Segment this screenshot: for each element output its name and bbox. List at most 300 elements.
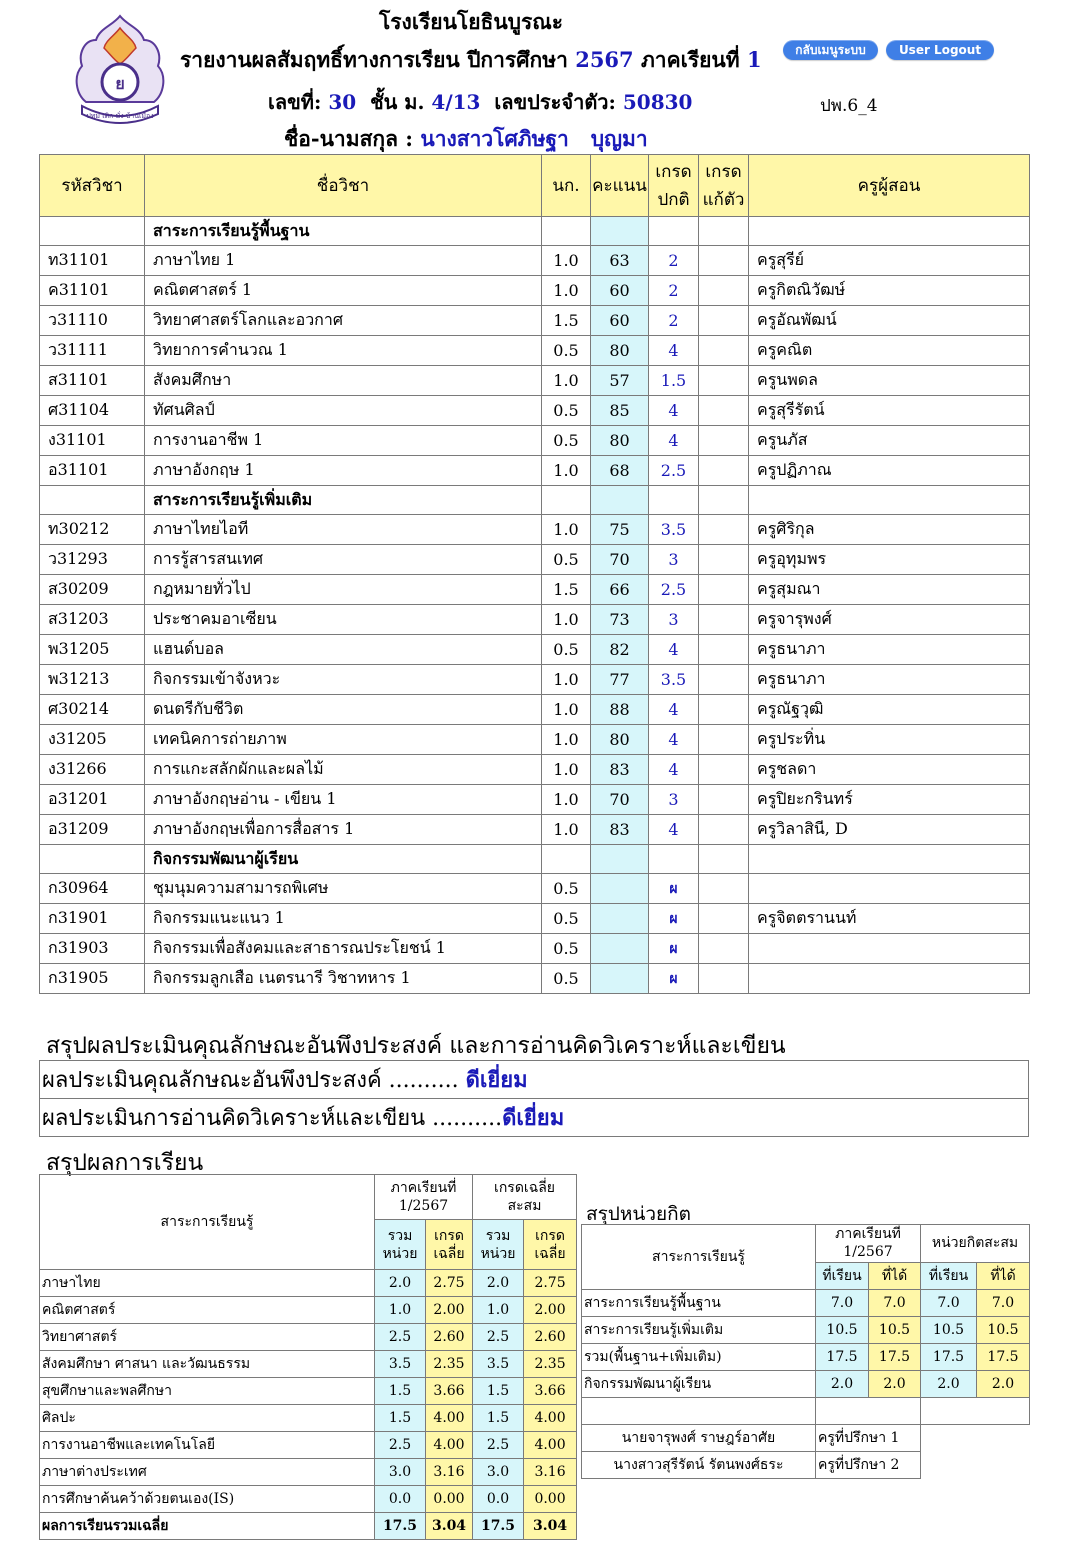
subject-score: 88	[591, 695, 649, 725]
subject-teacher: ครูประทิ่น	[749, 725, 1030, 755]
summary-term-units: 2.0	[375, 1270, 426, 1297]
subject-name: ทัศนศิลป์	[145, 396, 542, 426]
subject-teacher: ครูสุรีรัตน์	[749, 396, 1030, 426]
units-term-study: 17.5	[816, 1344, 869, 1371]
subject-score: 77	[591, 665, 649, 695]
subject-score: 83	[591, 755, 649, 785]
summary-cum-units: 1.5	[473, 1378, 524, 1405]
summary-cum-units: 2.0	[473, 1270, 524, 1297]
subject-teacher: ครูธนาภา	[749, 635, 1030, 665]
summary-row	[40, 1351, 577, 1378]
subject-teacher: ครูคณิต	[749, 336, 1030, 366]
subject-row	[40, 815, 1030, 845]
summary-row	[40, 1405, 577, 1432]
subject-score: 60	[591, 276, 649, 306]
subject-credit: 0.5	[542, 874, 591, 904]
summary-term-gpa: 4.00	[426, 1405, 473, 1432]
subject-row	[40, 755, 1030, 785]
units-col-cumulative: หน่วยกิตสะสม	[921, 1225, 1030, 1263]
subject-grade: 2	[649, 276, 699, 306]
subject-name: การแกะสลักผักและผลไม้	[145, 755, 542, 785]
subject-row	[40, 575, 1030, 605]
units-subject: กิจกรรมพัฒนาผู้เรียน	[582, 1371, 816, 1398]
subject-score: 83	[591, 815, 649, 845]
subject-credit: 1.5	[542, 306, 591, 336]
subject-score: 82	[591, 635, 649, 665]
subject-name: ภาษาอังกฤษอ่าน - เขียน 1	[145, 785, 542, 815]
subject-row	[40, 306, 1030, 336]
subject-grade: 3	[649, 785, 699, 815]
subject-score: 70	[591, 545, 649, 575]
subject-credit: 0.5	[542, 426, 591, 456]
summary-subject: ภาษาต่างประเทศ	[40, 1459, 375, 1486]
summary-cum-units: 1.5	[473, 1405, 524, 1432]
subject-grade: 4	[649, 635, 699, 665]
subject-teacher: ครูณัฐวุฒิ	[749, 695, 1030, 725]
subject-row	[40, 456, 1030, 486]
subject-grade: 2	[649, 246, 699, 276]
subject-regrade	[699, 366, 749, 396]
subject-regrade	[699, 964, 749, 994]
summary-cum-gpa: 2.35	[524, 1351, 577, 1378]
subject-code: อ31101	[40, 456, 145, 486]
student-id-label: เลขประจำตัว:	[494, 90, 616, 114]
subject-credit: 1.0	[542, 605, 591, 635]
summary-term-gpa: 4.00	[426, 1432, 473, 1459]
summary-subject: ผลการเรียนรวมเฉลี่ย	[40, 1513, 375, 1540]
subject-credit: 1.0	[542, 695, 591, 725]
subject-teacher: ครูศิริกุล	[749, 515, 1030, 545]
subject-code: ว31293	[40, 545, 145, 575]
subject-grade: 4	[649, 755, 699, 785]
subject-row	[40, 635, 1030, 665]
subject-code: ก31903	[40, 934, 145, 964]
subject-code: ว31110	[40, 306, 145, 336]
subject-credit: 1.0	[542, 755, 591, 785]
student-class: 4/13	[431, 90, 481, 114]
subject-name: กิจกรรมเพื่อสังคมและสาธารณประโยชน์ 1	[145, 934, 542, 964]
units-subject: สาระการเรียนรู้พื้นฐาน	[582, 1290, 816, 1317]
subject-group-title: กิจกรรมพัฒนาผู้เรียน	[145, 845, 542, 874]
subject-code: ค31101	[40, 276, 145, 306]
units-cum-earned: 10.5	[977, 1317, 1030, 1344]
subject-score: 63	[591, 246, 649, 276]
back-to-menu-button[interactable]: กลับเมนูระบบ	[783, 40, 878, 60]
subject-regrade	[699, 874, 749, 904]
subject-credit: 0.5	[542, 964, 591, 994]
advisor-role: ครูที่ปรึกษา 1	[816, 1425, 921, 1452]
school-logo	[70, 14, 170, 126]
summary-cum-units: 3.5	[473, 1351, 524, 1378]
summary-col-term: ภาคเรียนที่ 1/2567	[375, 1175, 473, 1220]
subject-score	[591, 964, 649, 994]
subject-regrade	[699, 725, 749, 755]
subject-teacher: ครูธนาภา	[749, 665, 1030, 695]
subject-row	[40, 545, 1030, 575]
student-name-line	[284, 123, 648, 156]
units-row	[582, 1371, 1030, 1398]
subject-teacher: ครูวิลาสินี, D	[749, 815, 1030, 845]
units-col-subject: สาระการเรียนรู้	[582, 1225, 816, 1290]
term-label: ภาคเรียนที่	[640, 47, 740, 72]
subject-code: ก30964	[40, 874, 145, 904]
subject-credit: 1.0	[542, 665, 591, 695]
summary-term-gpa: 2.60	[426, 1324, 473, 1351]
subject-credit: 1.0	[542, 785, 591, 815]
subject-name: ประชาคมอาเซียน	[145, 605, 542, 635]
subject-regrade	[699, 934, 749, 964]
subject-score: 75	[591, 515, 649, 545]
subject-score: 80	[591, 725, 649, 755]
subject-score: 80	[591, 336, 649, 366]
subject-grade: 4	[649, 426, 699, 456]
subject-teacher: ครูจิตตรานนท์	[749, 904, 1030, 934]
summary-cum-units: 0.0	[473, 1486, 524, 1513]
summary-cum-gpa: 3.04	[524, 1513, 577, 1540]
units-term-earned: 17.5	[869, 1344, 921, 1371]
subject-score: 85	[591, 396, 649, 426]
evaluation-label: ผลประเมินคุณลักษณะอันพึงประสงค์ ..........	[42, 1068, 466, 1093]
summary-term-units: 3.0	[375, 1459, 426, 1486]
term-value: 1	[746, 47, 762, 72]
subject-teacher: ครูชลดา	[749, 755, 1030, 785]
subject-credit: 0.5	[542, 635, 591, 665]
advisor-role: ครูที่ปรึกษา 2	[816, 1452, 921, 1479]
subject-grade: 4	[649, 815, 699, 845]
subject-row	[40, 515, 1030, 545]
summary-col-subject: สาระการเรียนรู้	[40, 1175, 375, 1270]
subject-grade: 1.5	[649, 366, 699, 396]
subject-name: คณิตศาสตร์ 1	[145, 276, 542, 306]
subject-credit: 0.5	[542, 545, 591, 575]
subject-regrade	[699, 545, 749, 575]
subject-grade: 3	[649, 605, 699, 635]
subject-row	[40, 605, 1030, 635]
units-table	[581, 1224, 1030, 1479]
student-no: 30	[328, 90, 357, 114]
subject-row	[40, 396, 1030, 426]
summary-row	[40, 1270, 577, 1297]
subject-regrade	[699, 456, 749, 486]
student-name-label: ชื่อ-นามสกุล :	[284, 126, 414, 151]
subject-code: ว31111	[40, 336, 145, 366]
summary-term-units: 17.5	[375, 1513, 426, 1540]
summary-cum-gpa: 2.00	[524, 1297, 577, 1324]
subject-score	[591, 934, 649, 964]
units-col-earned: ที่ได้	[869, 1262, 921, 1289]
subject-regrade	[699, 665, 749, 695]
summary-row	[40, 1324, 577, 1351]
subject-grade: 4	[649, 695, 699, 725]
subject-code: ก31901	[40, 904, 145, 934]
subject-regrade	[699, 904, 749, 934]
subject-score: 80	[591, 426, 649, 456]
units-cum-study: 7.0	[921, 1290, 977, 1317]
subject-regrade	[699, 635, 749, 665]
units-term-study: 2.0	[816, 1371, 869, 1398]
units-subject: สาระการเรียนรู้เพิ่มเติม	[582, 1317, 816, 1344]
form-code: ปพ.6_4	[820, 96, 878, 116]
subject-credit: 0.5	[542, 904, 591, 934]
summary-col-units: รวม หน่วย	[375, 1220, 426, 1270]
subject-credit: 1.0	[542, 366, 591, 396]
subject-group-row	[40, 486, 1030, 515]
subject-name: กฎหมายทั่วไป	[145, 575, 542, 605]
subject-row	[40, 785, 1030, 815]
subject-teacher	[749, 934, 1030, 964]
units-cum-earned: 17.5	[977, 1344, 1030, 1371]
summary-term-units: 2.5	[375, 1432, 426, 1459]
subject-teacher: ครูจารุพงศ์	[749, 605, 1030, 635]
subject-grade: 2.5	[649, 575, 699, 605]
subject-grade: 4	[649, 396, 699, 426]
summary-col-gpa: เกรด เฉลี่ย	[524, 1220, 577, 1270]
student-info-line	[268, 86, 692, 118]
subject-group-title: สาระการเรียนรู้เพิ่มเติม	[145, 486, 542, 515]
subject-credit: 1.0	[542, 515, 591, 545]
subject-regrade	[699, 785, 749, 815]
subject-teacher: ครูนพดล	[749, 366, 1030, 396]
summary-term-gpa: 3.66	[426, 1378, 473, 1405]
subject-name: วิทยาศาสตร์โลกและอวกาศ	[145, 306, 542, 336]
class-label: ชั้น ม.	[370, 90, 425, 114]
summary-cum-gpa: 3.66	[524, 1378, 577, 1405]
summary-row	[40, 1378, 577, 1405]
summary-subject: ภาษาไทย	[40, 1270, 375, 1297]
summary-term-gpa: 3.16	[426, 1459, 473, 1486]
subject-code: อ31209	[40, 815, 145, 845]
subject-code: ส31101	[40, 366, 145, 396]
summary-subject: การงานอาชีพและเทคโนโลยี	[40, 1432, 375, 1459]
subject-regrade	[699, 605, 749, 635]
units-col-study: ที่เรียน	[816, 1262, 869, 1289]
units-subject: รวม(พื้นฐาน+เพิ่มเติม)	[582, 1344, 816, 1371]
logo-motto: ปทุม เดิก มั่ง บ้านเมือง	[86, 112, 154, 120]
subject-name: ภาษาอังกฤษเพื่อการสื่อสาร 1	[145, 815, 542, 845]
summary-title: สรุปผลการเรียน	[46, 1150, 204, 1176]
subject-row	[40, 366, 1030, 396]
summary-table	[39, 1174, 577, 1540]
units-term-earned: 7.0	[869, 1290, 921, 1317]
subject-regrade	[699, 336, 749, 366]
subject-score: 70	[591, 785, 649, 815]
subject-row	[40, 426, 1030, 456]
summary-col-units: รวม หน่วย	[473, 1220, 524, 1270]
units-cum-study: 17.5	[921, 1344, 977, 1371]
subject-credit: 0.5	[542, 336, 591, 366]
summary-cum-gpa: 0.00	[524, 1486, 577, 1513]
subject-code: ท31101	[40, 246, 145, 276]
summary-term-gpa: 2.75	[426, 1270, 473, 1297]
subject-teacher: ครูสุรีย์	[749, 246, 1030, 276]
subject-regrade	[699, 306, 749, 336]
units-col-study: ที่เรียน	[921, 1262, 977, 1289]
summary-subject: วิทยาศาสตร์	[40, 1324, 375, 1351]
subject-grade: 3.5	[649, 665, 699, 695]
units-title: สรุปหน่วยกิต	[586, 1203, 692, 1225]
summary-term-gpa: 3.04	[426, 1513, 473, 1540]
subject-credit: 1.0	[542, 725, 591, 755]
subject-group-title: สาระการเรียนรู้พื้นฐาน	[145, 217, 542, 246]
subject-score	[591, 904, 649, 934]
subject-code: ท30212	[40, 515, 145, 545]
subject-row	[40, 725, 1030, 755]
subject-row	[40, 336, 1030, 366]
logout-button[interactable]: User Logout	[886, 40, 994, 60]
subject-credit: 1.0	[542, 456, 591, 486]
units-cum-study: 10.5	[921, 1317, 977, 1344]
subject-code: พ31213	[40, 665, 145, 695]
subject-credit: 1.0	[542, 815, 591, 845]
subject-teacher: ครูอุทุมพร	[749, 545, 1030, 575]
subject-teacher: ครูนภัส	[749, 426, 1030, 456]
col-regrade: เกรด แก้ตัว	[699, 155, 749, 217]
subject-name: กิจกรรมเข้าจังหวะ	[145, 665, 542, 695]
subject-regrade	[699, 815, 749, 845]
student-no-label: เลขที่:	[268, 90, 322, 114]
col-code: รหัสวิชา	[40, 155, 145, 217]
subject-name: การรู้สารสนเทศ	[145, 545, 542, 575]
subject-code: ศ31104	[40, 396, 145, 426]
units-cum-earned: 7.0	[977, 1290, 1030, 1317]
summary-cum-units: 2.5	[473, 1432, 524, 1459]
units-spacer-row	[582, 1398, 1030, 1425]
subject-code: อ31201	[40, 785, 145, 815]
units-cum-earned: 2.0	[977, 1371, 1030, 1398]
summary-term-units: 1.5	[375, 1378, 426, 1405]
subject-teacher: ครูกิตณิวัฒษ์	[749, 276, 1030, 306]
col-score: คะแนน	[591, 155, 649, 217]
subject-name: ภาษาไทย 1	[145, 246, 542, 276]
summary-cum-units: 3.0	[473, 1459, 524, 1486]
subject-row	[40, 874, 1030, 904]
subject-teacher: ครูอัณพัฒน์	[749, 306, 1030, 336]
subject-regrade	[699, 426, 749, 456]
subject-teacher	[749, 874, 1030, 904]
subject-grade: 3	[649, 545, 699, 575]
student-name: นางสาวโศภิษฐา บุญมา	[420, 126, 648, 151]
summary-row	[40, 1297, 577, 1324]
subject-regrade	[699, 755, 749, 785]
units-col-earned: ที่ได้	[977, 1262, 1030, 1289]
subject-row	[40, 246, 1030, 276]
subject-row	[40, 695, 1030, 725]
report-header	[0, 0, 1065, 155]
summary-row	[40, 1432, 577, 1459]
summary-subject: คณิตศาสตร์	[40, 1297, 375, 1324]
summary-row	[40, 1459, 577, 1486]
report-title-prefix: รายงานผลสัมฤทธิ์ทางการเรียน ปีการศึกษา	[180, 47, 568, 72]
units-col-term: ภาคเรียนที่ 1/2567	[816, 1225, 921, 1263]
col-credit: นก.	[542, 155, 591, 217]
subject-name: วิทยาการคำนวณ 1	[145, 336, 542, 366]
evaluation-row	[40, 1099, 1029, 1137]
units-row	[582, 1290, 1030, 1317]
summary-term-units: 1.5	[375, 1405, 426, 1432]
subject-regrade	[699, 246, 749, 276]
subject-name: แฮนด์บอล	[145, 635, 542, 665]
subject-name: ภาษาอังกฤษ 1	[145, 456, 542, 486]
col-name: ชื่อวิชา	[145, 155, 542, 217]
col-grade: เกรด ปกติ	[649, 155, 699, 217]
subject-regrade	[699, 396, 749, 426]
subject-score: 73	[591, 605, 649, 635]
grades-header-row	[40, 155, 1030, 217]
subject-score: 57	[591, 366, 649, 396]
subject-code: ง31266	[40, 755, 145, 785]
subject-group-row	[40, 845, 1030, 874]
summary-cum-gpa: 4.00	[524, 1432, 577, 1459]
subject-score: 66	[591, 575, 649, 605]
subject-credit: 1.0	[542, 246, 591, 276]
subject-teacher: ครูสุมณา	[749, 575, 1030, 605]
subject-grade: 4	[649, 336, 699, 366]
evaluation-table	[39, 1060, 1029, 1137]
grades-table	[39, 154, 1030, 994]
subject-code: ส31203	[40, 605, 145, 635]
subject-code: ง31101	[40, 426, 145, 456]
summary-cum-gpa: 2.60	[524, 1324, 577, 1351]
summary-cum-units: 17.5	[473, 1513, 524, 1540]
col-teacher: ครูผู้สอน	[749, 155, 1030, 217]
units-cum-study: 2.0	[921, 1371, 977, 1398]
subject-code: ศ30214	[40, 695, 145, 725]
summary-term-units: 1.0	[375, 1297, 426, 1324]
summary-cum-gpa: 2.75	[524, 1270, 577, 1297]
subject-credit: 0.5	[542, 396, 591, 426]
subject-grade: 2.5	[649, 456, 699, 486]
subject-name: สังคมศึกษา	[145, 366, 542, 396]
advisor-row	[582, 1425, 1030, 1452]
summary-col-gpa: เกรด เฉลี่ย	[426, 1220, 473, 1270]
school-name: โรงเรียนโยธินบูรณะ	[379, 9, 564, 34]
subject-credit: 1.0	[542, 276, 591, 306]
summary-subject: สุขศึกษาและพลศึกษา	[40, 1378, 375, 1405]
subject-regrade	[699, 515, 749, 545]
subject-group-row	[40, 217, 1030, 246]
subject-grade: ผ	[649, 934, 699, 964]
evaluation-label: ผลประเมินการอ่านคิดวิเคราะห์และเขียน ..........	[42, 1106, 503, 1131]
summary-term-gpa: 0.00	[426, 1486, 473, 1513]
units-row	[582, 1317, 1030, 1344]
summary-cum-gpa: 3.16	[524, 1459, 577, 1486]
subject-grade: 4	[649, 725, 699, 755]
summary-subject: สังคมศึกษา ศาสนา และวัฒนธรรม	[40, 1351, 375, 1378]
subject-credit: 0.5	[542, 934, 591, 964]
subject-row	[40, 276, 1030, 306]
subject-grade: 3.5	[649, 515, 699, 545]
subject-row	[40, 665, 1030, 695]
subject-score: 60	[591, 306, 649, 336]
subject-name: ภาษาไทยไอที	[145, 515, 542, 545]
units-term-study: 7.0	[816, 1290, 869, 1317]
subject-code: ส30209	[40, 575, 145, 605]
summary-col-cumulative: เกรดเฉลี่ย สะสม	[473, 1175, 577, 1220]
subject-score	[591, 874, 649, 904]
subject-grade: ผ	[649, 904, 699, 934]
subject-grade: ผ	[649, 874, 699, 904]
subject-code: ง31205	[40, 725, 145, 755]
subject-row	[40, 904, 1030, 934]
subject-teacher	[749, 964, 1030, 994]
subject-teacher: ครูปิยะกรินทร์	[749, 785, 1030, 815]
evaluation-row	[40, 1061, 1029, 1099]
subject-regrade	[699, 276, 749, 306]
summary-cum-gpa: 4.00	[524, 1405, 577, 1432]
units-term-earned: 10.5	[869, 1317, 921, 1344]
subject-grade: 2	[649, 306, 699, 336]
units-row	[582, 1344, 1030, 1371]
